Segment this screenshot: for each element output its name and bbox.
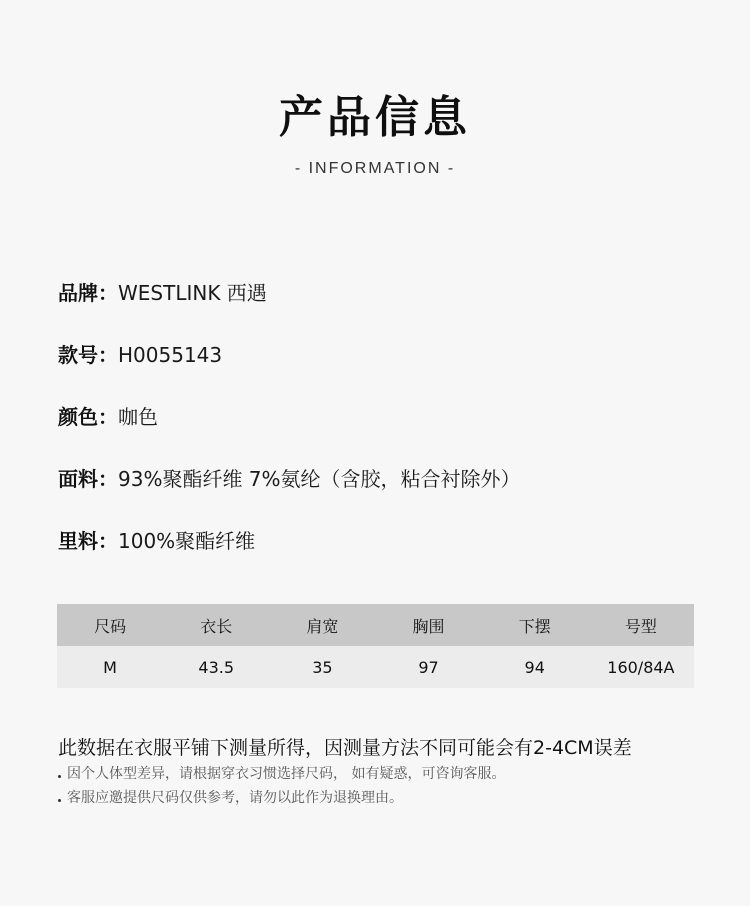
info-label: 颜色：: [58, 405, 118, 429]
info-row-lining: [58, 526, 718, 556]
note-bullet: [58, 762, 738, 786]
note-bullet-text: 因个人体型差异，请根据穿衣习惯选择尺码， 如有疑惑，可咨询客服。: [67, 766, 506, 782]
table-header-cell: 尺码: [57, 604, 163, 646]
table-header-cell: 下摆: [482, 604, 588, 646]
info-label: 里料：: [58, 529, 118, 553]
note-main-text: 此数据在衣服平铺下测量所得，因测量方法不同可能会有2-4CM误差: [58, 737, 632, 759]
table-row: [57, 646, 694, 688]
note-bullet: [58, 786, 738, 810]
table-header-cell: 号型: [588, 604, 694, 646]
table-cell: 97: [375, 646, 481, 688]
bullet-dot-icon: [58, 775, 61, 778]
info-value: H0055143: [118, 343, 223, 367]
info-label: 面料：: [58, 467, 118, 491]
info-value: 咖色: [118, 405, 158, 429]
info-label: 品牌：: [58, 281, 118, 305]
page-subtitle: - INFORMATION -: [294, 160, 456, 177]
info-row-style-number: [58, 340, 718, 370]
table-header-row: [57, 604, 694, 646]
table-header-cell: 胸围: [375, 604, 481, 646]
info-row-color: [58, 402, 718, 432]
size-table: [57, 604, 694, 688]
table-cell: 94: [482, 646, 588, 688]
table-cell: 35: [269, 646, 375, 688]
table-cell: 160/84A: [588, 646, 694, 688]
header: [0, 88, 750, 178]
info-value: 100%聚酯纤维: [118, 529, 256, 553]
table-cell: M: [57, 646, 163, 688]
measurement-note: [58, 734, 738, 810]
info-label: 款号：: [58, 343, 118, 367]
info-row-brand: [58, 278, 718, 308]
table-header-cell: 衣长: [163, 604, 269, 646]
table-header-cell: 肩宽: [269, 604, 375, 646]
product-info: [58, 278, 718, 588]
info-value: 93%聚酯纤维 7%氨纶（含胶，粘合衬除外）: [118, 467, 521, 491]
table-cell: 43.5: [163, 646, 269, 688]
note-bullet-text: 客服应邀提供尺码仅供参考，请勿以此作为退换理由。: [67, 790, 403, 806]
bullet-dot-icon: [58, 799, 61, 802]
page-title: 产品信息: [279, 92, 471, 143]
info-value: WESTLINK 西遇: [118, 281, 267, 305]
info-row-fabric: [58, 464, 718, 494]
